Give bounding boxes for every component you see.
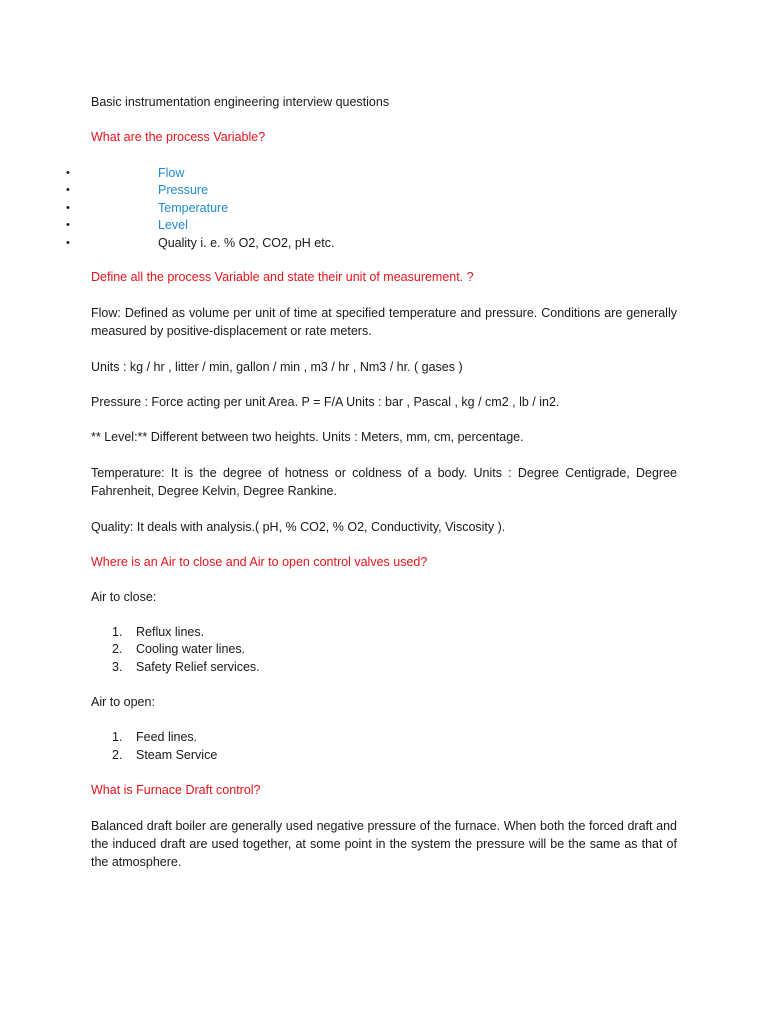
list-number: 1. — [112, 730, 123, 744]
question-process-variable: What are the process Variable? — [91, 130, 266, 144]
bullet-icon: • — [66, 184, 70, 196]
list-item-label: Quality i. e. % O2, CO2, pH etc. — [158, 236, 335, 250]
list-item-label: Safety Relief services. — [136, 660, 260, 674]
quality-definition: Quality: It deals with analysis.( pH, % CO2, % O2, Conductivity, Viscosity ). — [91, 520, 506, 534]
list-item-label: Pressure — [158, 183, 209, 197]
list-item — [112, 623, 204, 641]
list-item — [112, 640, 245, 658]
list-item-label: Flow — [158, 166, 185, 180]
list-item — [66, 216, 677, 234]
list-item — [66, 199, 677, 217]
list-item — [112, 728, 197, 746]
list-number: 1. — [112, 625, 123, 639]
list-item — [112, 658, 260, 676]
list-item — [66, 234, 677, 252]
question-air-valves: Where is an Air to close and Air to open control valves used? — [91, 555, 428, 569]
list-item-label: Steam Service — [136, 748, 218, 762]
air-to-close-label: Air to close: — [91, 590, 157, 604]
bullet-icon: • — [66, 219, 70, 231]
flow-units: Units : kg / hr , litter / min, gallon / min , m3 / hr , Nm3 / hr. ( gases ) — [91, 360, 463, 374]
list-number: 3. — [112, 660, 123, 674]
air-to-open-label: Air to open: — [91, 695, 155, 709]
temperature-definition: Temperature: It is the degree of hotness or coldness of a body. Units : Degree Centigrade, Degree Fahrenheit, Degree Kelvin, Degree Rankine. — [91, 466, 677, 498]
document-title: Basic instrumentation engineering interview questions — [91, 95, 390, 109]
bullet-icon: • — [66, 237, 70, 249]
list-item — [66, 164, 677, 182]
furnace-definition: Balanced draft boiler are generally used negative pressure of the furnace. When both the forced draft and the induced draft are used together, at some point in the system the pressure will be the same as that of the atmosphere. — [91, 819, 677, 869]
level-definition: ** Level:** Different between two heights. Units : Meters, mm, cm, percentage. — [91, 430, 524, 444]
list-item-label: Feed lines. — [136, 730, 198, 744]
list-item — [112, 746, 217, 764]
list-number: 2. — [112, 642, 123, 656]
flow-definition: Flow: Defined as volume per unit of time at specified temperature and pressure. Conditions are generally measured by positive-displacement or rate meters. — [91, 306, 677, 338]
list-item-label: Reflux lines. — [136, 625, 205, 639]
list-number: 2. — [112, 748, 123, 762]
list-item-label: Cooling water lines. — [136, 642, 246, 656]
bullet-icon: • — [66, 202, 70, 214]
list-item-label: Level — [158, 218, 188, 232]
bullet-icon: • — [66, 167, 70, 179]
list-item-label: Temperature — [158, 201, 229, 215]
question-furnace-draft: What is Furnace Draft control? — [91, 783, 261, 797]
pressure-definition: Pressure : Force acting per unit Area. P = F/A Units : bar , Pascal , kg / cm2 , lb / in2. — [91, 395, 560, 409]
list-item — [66, 181, 677, 199]
question-define-variables: Define all the process Variable and state their unit of measurement. ? — [91, 270, 474, 284]
